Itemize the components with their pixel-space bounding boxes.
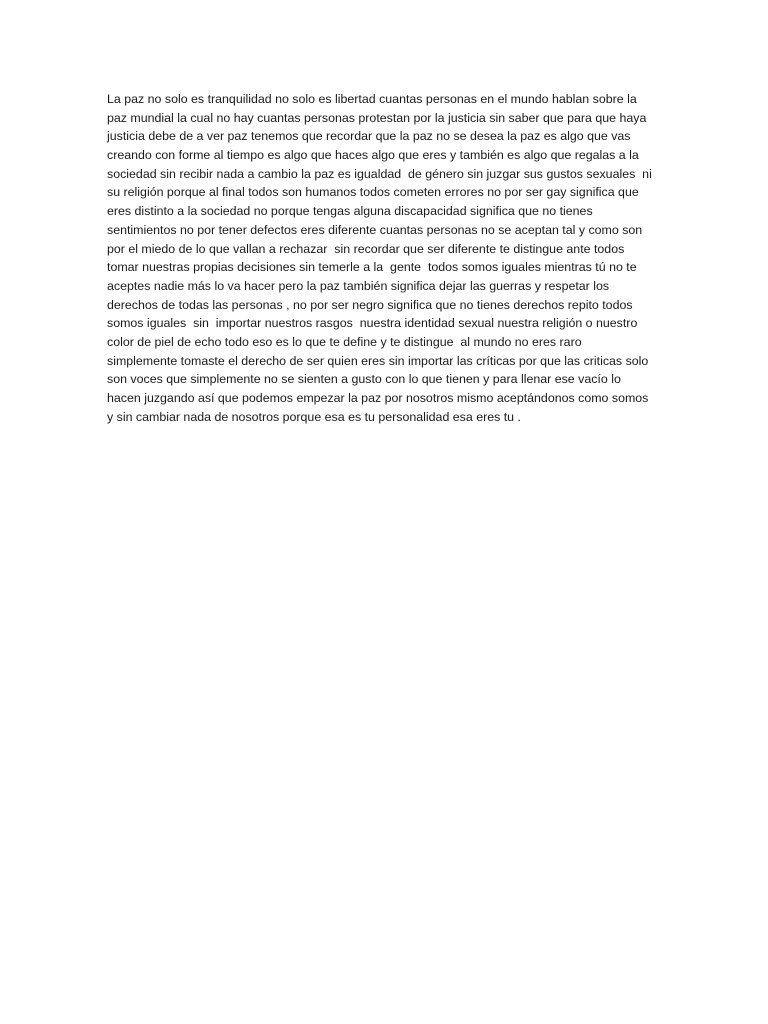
body-paragraph [107, 90, 667, 426]
text-line: somos iguales sin importar nuestros rasgos nuestra identidad sexual nuestra religión o nuestro [107, 316, 638, 331]
text-line: color de piel de echo todo eso es lo que te define y te distingue al mundo no eres raro [107, 334, 582, 349]
text-line: creando con forme al tiempo es algo que haces algo que eres y también es algo que regalas a la [107, 148, 639, 163]
text-line: derechos de todas las personas , no por ser negro significa que no tienes derechos repito todos [107, 297, 633, 312]
text-line: por el miedo de lo que vallan a rechazar sin recordar que ser diferente te distingue ante todos [107, 241, 625, 256]
text-line: paz mundial la cual no hay cuantas personas protestan por la justicia sin saber que para que haya [107, 110, 647, 125]
text-line: eres distinto a la sociedad no porque tengas alguna discapacidad significa que no tienes [107, 204, 593, 219]
text-line: hacen juzgando así que podemos empezar la paz por nosotros mismo aceptándonos como somos [107, 391, 649, 405]
text-line: su religión porque al final todos son humanos todos cometen errores no por ser gay significa que [107, 185, 639, 200]
text-line: sentimientos no por tener defectos eres diferente cuantas personas no se aceptan tal y como son [107, 222, 643, 237]
text-line: justicia debe de a ver paz tenemos que recordar que la paz no se desea la paz es algo que vas [107, 129, 631, 144]
text-line: La paz no solo es tranquilidad no solo es libertad cuantas personas en el mundo hablan sobre la [107, 92, 637, 106]
text-line: y sin cambiar nada de nosotros porque esa es tu personalidad esa eres tu . [107, 409, 521, 424]
text-line: simplemente tomaste el derecho de ser quien eres sin importar las críticas por que las criticas solo [107, 353, 649, 368]
text-line: sociedad sin recibir nada a cambio la paz es igualdad de género sin juzgar sus gustos sexuales ni [107, 166, 652, 181]
text-line: aceptes nadie más lo va hacer pero la paz también significa dejar las guerras y respetar los [107, 278, 610, 293]
text-line: son voces que simplemente no se sienten a gusto con lo que tienen y para llenar ese vacío lo [107, 372, 621, 387]
text-line: tomar nuestras propias decisiones sin temerle a la gente todos somos iguales mientras tú no te [107, 260, 637, 275]
